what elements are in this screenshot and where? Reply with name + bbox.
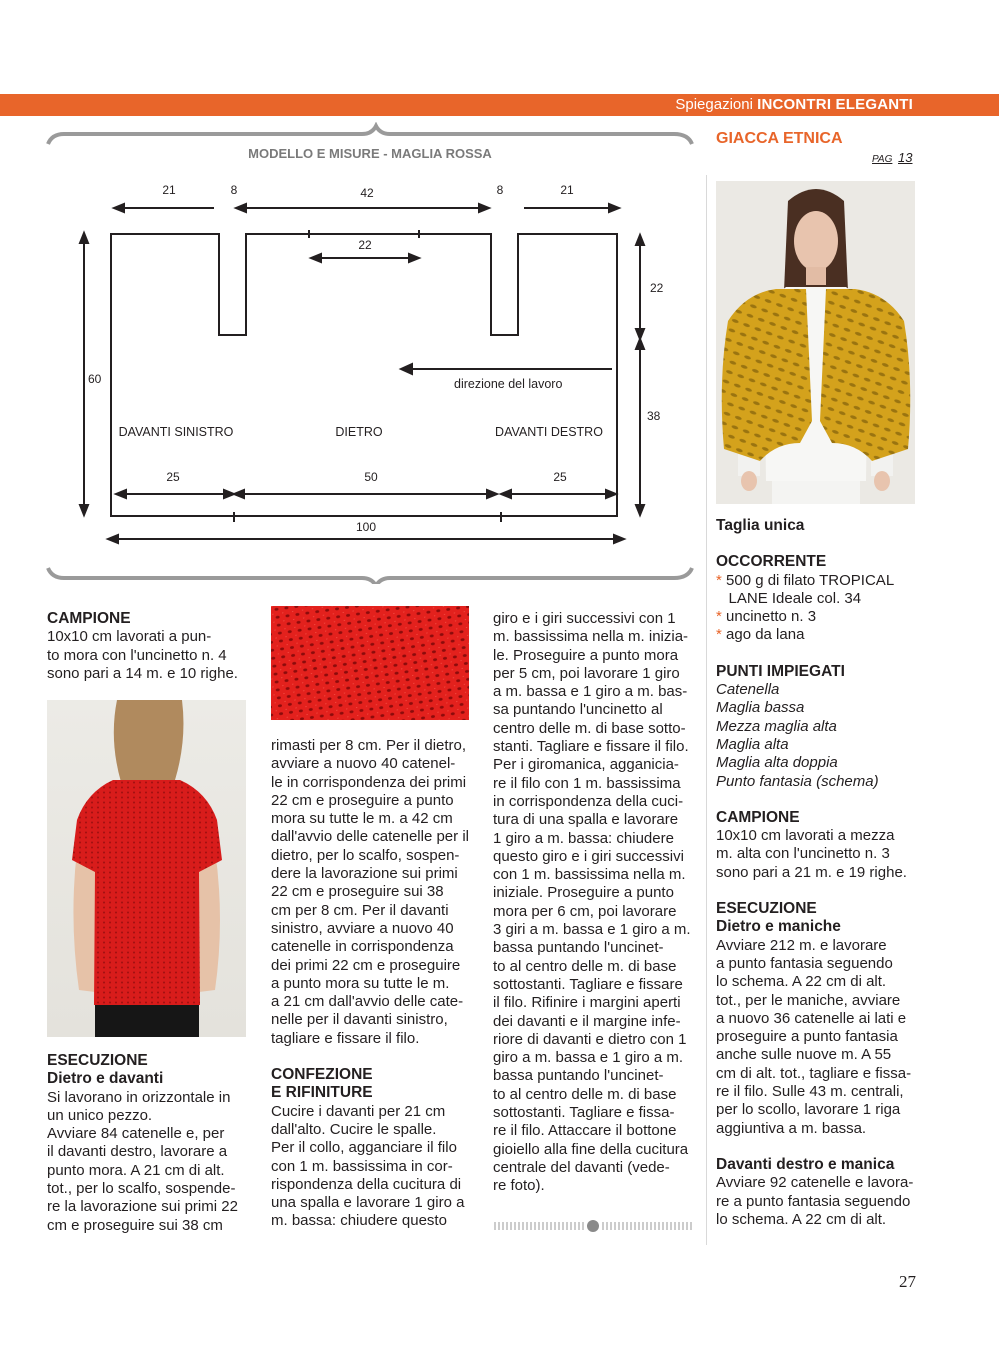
heading-punti: PUNTI IMPIEGATI	[716, 662, 845, 680]
materials-item: * ago da lana	[716, 626, 805, 644]
text-line: cm e proseguire sui 38 cm	[47, 1216, 223, 1234]
materials-item: * uncinetto n. 3	[716, 608, 817, 626]
text-line: tot., per lo scalfo, sospende-	[47, 1180, 236, 1198]
red-sweater-photo	[47, 700, 246, 1037]
column-1-lower	[47, 1052, 247, 1235]
column-4	[716, 517, 916, 1229]
text-line: in corrispondenza della cuci-	[493, 792, 684, 810]
heading-esecuzione: ESECUZIONE	[47, 1052, 148, 1069]
heading-esecuzione: ESECUZIONE	[716, 900, 817, 918]
materials-item: LANE Ideale col. 34	[728, 589, 862, 607]
text-line: una spalla e lavorare 1 giro a	[271, 1194, 465, 1212]
text-line: iniziale. Proseguire a punto	[493, 884, 674, 902]
dim-neck: 22	[358, 238, 372, 252]
text-line: lo schema. A 22 cm di alt.	[716, 1210, 887, 1228]
text-line: re foto).	[493, 1177, 545, 1195]
text-line: rimasti per 8 cm. Per il dietro,	[271, 737, 467, 754]
stitch-item: Maglia alta	[716, 735, 789, 753]
text-line: dietro, per lo scalfo, sospen-	[271, 846, 460, 864]
text-line: re a punto fantasia seguendo	[716, 1192, 911, 1210]
text-line: a nuovo 36 catenelle ai lati e	[716, 1009, 907, 1027]
text-line: bassa puntando l'uncinet-	[493, 1067, 664, 1085]
text-line: anche sulle nuove m. A 55	[716, 1046, 892, 1064]
column-separator	[706, 175, 707, 1245]
text-line: centro delle m. di base sotto-	[493, 719, 686, 737]
stitch-item: Catenella	[716, 681, 780, 699]
header-band	[0, 94, 999, 116]
text-line: proseguire a punto fantasia	[716, 1028, 898, 1046]
stitch-item: Punto fantasia (schema)	[716, 772, 879, 790]
text-line: con 1 m. bassissima nella m.	[493, 866, 686, 884]
materials-item: * 500 g di filato TROPICAL	[716, 571, 895, 589]
text-line: punto mora. A 21 cm di alt.	[47, 1161, 225, 1179]
text-line: dall'avvio delle catenelle per il	[271, 828, 469, 846]
text-line: a m. bassa e 1 giro a m. bas-	[493, 683, 688, 701]
text-line: dei primi 22 cm e prosegui​re	[271, 956, 461, 974]
text-line: to mora con l'uncinetto n. 4	[47, 646, 227, 664]
header-title: Spiegazioni INCONTRI ELEGANTI	[675, 96, 913, 113]
piece-back: DIETRO	[335, 425, 383, 439]
text-line: re il filo con 1 m. bassissima	[493, 774, 681, 792]
stitch-item: Mezza maglia alta	[716, 717, 837, 735]
text-line: 22 cm e proseguire a punto	[271, 791, 454, 809]
text-line: sono pari a 14 m. e 10 righe.	[47, 664, 238, 682]
article-title: GIACCA ETNICA	[716, 130, 843, 147]
text-line: giro a m. bassa e 1 giro a m.	[493, 1049, 684, 1067]
text-line: cm per 8 cm. Per il davanti	[271, 901, 449, 919]
text-line: sono pari a 21 m. e 19 righe.	[716, 863, 907, 881]
text-line: sa puntando l'uncinetto al	[493, 701, 663, 719]
text-line: aggiuntiva a m. bassa.	[716, 1119, 867, 1137]
text-line: 22 cm e proseguire sui 38	[271, 883, 444, 901]
text-line: 3 giri a m. bassa e 1 giro a m.	[493, 921, 691, 939]
text-line: to al centro delle m. di base	[493, 1085, 677, 1103]
column-2	[271, 737, 469, 1231]
text-line: giro e i giri successivi con 1	[493, 610, 676, 627]
text-line: Avviare 92 catenelle e lavora-	[716, 1174, 914, 1192]
text-line: lo schema. A 22 cm di alt.	[716, 973, 887, 991]
direction-label: direzione del lavoro	[454, 377, 563, 391]
text-line: to al centro delle m. di base	[493, 957, 677, 975]
text-line: dall'alto. Cucire le spalle.	[271, 1120, 437, 1138]
text-line: rispondenza della cucitura di	[271, 1175, 462, 1193]
text-line: stanti. Tagliare e fissare il filo.	[493, 738, 689, 756]
text-line: nelle per il davanti sinistro,	[271, 1011, 448, 1029]
piece-right-front: DAVANTI DESTRO	[495, 425, 603, 439]
text-line: centrale del davanti (vede-	[493, 1158, 670, 1176]
stitch-item: Maglia bassa	[716, 699, 805, 717]
dim-right-shoulder: 21	[560, 183, 574, 197]
text-line: a punto fantasia seguendo	[716, 954, 893, 972]
dim-right-armhole: 8	[496, 183, 504, 197]
dim-lower-height: 38	[647, 409, 661, 423]
text-line: dei davanti e il margine infe-	[493, 1012, 681, 1030]
text-line: re la lavorazione sui primi 22	[47, 1198, 238, 1216]
text-line: mora per 6 cm, poi lavorare	[493, 902, 677, 920]
text-line: Per il collo, agganciare il filo	[271, 1139, 457, 1157]
diagram-title: MODELLO E MISURE - MAGLIA ROSSA	[248, 146, 492, 161]
text-line: tot., per le maniche, avviare	[716, 991, 901, 1009]
dim-left-armhole: 8	[230, 183, 238, 197]
text-line: a 21 cm dall'avvio delle cate-	[271, 993, 464, 1011]
dim-total-height: 60	[88, 372, 102, 386]
piece-left-front: DAVANTI SINISTRO	[118, 425, 234, 439]
subheading-dietro-maniche: Dietro e maniche	[716, 918, 841, 936]
bottom-bracket	[48, 568, 692, 584]
text-line: avviare a nuovo 40 catenel-	[271, 755, 456, 773]
subheading-dietro-davanti: Dietro e davanti	[47, 1070, 164, 1088]
text-line: cm di alt. tot., tagliare e fissa-	[716, 1064, 912, 1082]
page-reference[interactable]	[872, 150, 912, 165]
text-line: per lo scollo, lavorare 1 riga	[716, 1101, 901, 1119]
text-line: tura di una spalla e lavorare	[493, 811, 679, 829]
pattern-diagram	[44, 122, 696, 584]
text-line: per 5 cm, poi lavorare 1 giro	[493, 664, 680, 682]
text-line: a punto mora su tutte le m.	[271, 974, 450, 992]
text-line: il filo. Rifinire i margini aperti	[493, 994, 681, 1012]
top-bracket	[48, 126, 692, 144]
column-1	[47, 610, 247, 683]
text-line: Si lavorano in orizzontale in	[47, 1088, 231, 1106]
page-number: 27	[899, 1272, 916, 1291]
text-line: gioiello alla fine della cucitura	[493, 1140, 689, 1158]
text-line: Cucire i davanti per 21 cm	[271, 1102, 446, 1120]
text-line: m. bassa: chiudere questo	[271, 1212, 447, 1230]
text-line: m. alta con l'uncinetto n. 3	[716, 845, 890, 863]
page-ref-number: 13	[898, 150, 913, 165]
dim-bottom-right: 25	[553, 470, 567, 484]
progress-indicator	[493, 1219, 693, 1233]
stitch-item: Maglia alta doppia	[716, 754, 838, 772]
heading-campione: CAMPIONE	[716, 808, 800, 826]
text-line: 10x10 cm lavorati a mezza	[716, 827, 895, 845]
text-line: con 1 m. bassissima in cor-	[271, 1157, 453, 1175]
text-line: sinistro, avviare a nuovo 40	[271, 919, 454, 937]
text-line: 1 giro a m. bassa: chiudere	[493, 829, 674, 847]
text-line: il davanti destro, lavorare a	[47, 1143, 228, 1161]
text-line: m. bassissima nella m. inizia-	[493, 628, 689, 646]
red-swatch-photo	[271, 606, 469, 720]
heading-confezione: CONFEZIONE	[271, 1066, 373, 1084]
heading-occorrente: OCCORRENTE	[716, 553, 827, 571]
text-line: questo giro e i giri successivi	[493, 847, 684, 865]
dim-bottom-center: 50	[364, 470, 378, 484]
text-line: mora su tutte le m. a 42 cm	[271, 810, 453, 828]
heading-campione: CAMPIONE	[47, 610, 131, 627]
size-label: Taglia unica	[716, 517, 805, 534]
subheading-davanti-destro: Davanti destro e manica	[716, 1155, 895, 1173]
text-line: re il filo. Sulle 43 m. centrali,	[716, 1083, 904, 1101]
text-line: riore di davanti e dietro con 1	[493, 1030, 687, 1048]
dim-armhole-depth: 22	[650, 281, 664, 295]
text-line: 10x10 cm lavorati a pun-	[47, 628, 212, 646]
text-line: un unico pezzo.	[47, 1106, 153, 1124]
text-line: le in corrispondenza dei primi	[271, 773, 467, 791]
page-ref-prefix: PAG	[872, 154, 893, 165]
text-line: Avviare 84 catenelle e, per	[47, 1125, 225, 1143]
dim-back-width: 42	[360, 186, 374, 200]
heading-rifiniture: E RIFINITURE	[271, 1084, 373, 1102]
dim-bottom-left: 25	[166, 470, 180, 484]
text-line: sottostanti. Tagliare e fissare	[493, 975, 683, 993]
text-line: catenelle in corrispondenza	[271, 938, 454, 956]
dim-total-width: 100	[355, 520, 377, 534]
text-line: re il filo. Attaccare il bottone	[493, 1122, 677, 1140]
text-line: le. Proseguire a punto mora	[493, 646, 679, 664]
text-line: Per i giromanica, agganicia-	[493, 756, 679, 774]
mustard-cardigan-photo	[716, 181, 915, 504]
text-line: bassa puntando l'uncinet-	[493, 939, 664, 957]
text-line: sottostanti. Tagliare e fissa-	[493, 1104, 675, 1122]
dim-left-shoulder: 21	[162, 183, 176, 197]
text-line: Avviare 212 m. e lavorare	[716, 936, 887, 954]
text-line: tagliare e fissare il filo.	[271, 1029, 420, 1047]
column-3	[493, 610, 691, 1196]
text-line: dere la lavorazione sui primi	[271, 865, 458, 883]
